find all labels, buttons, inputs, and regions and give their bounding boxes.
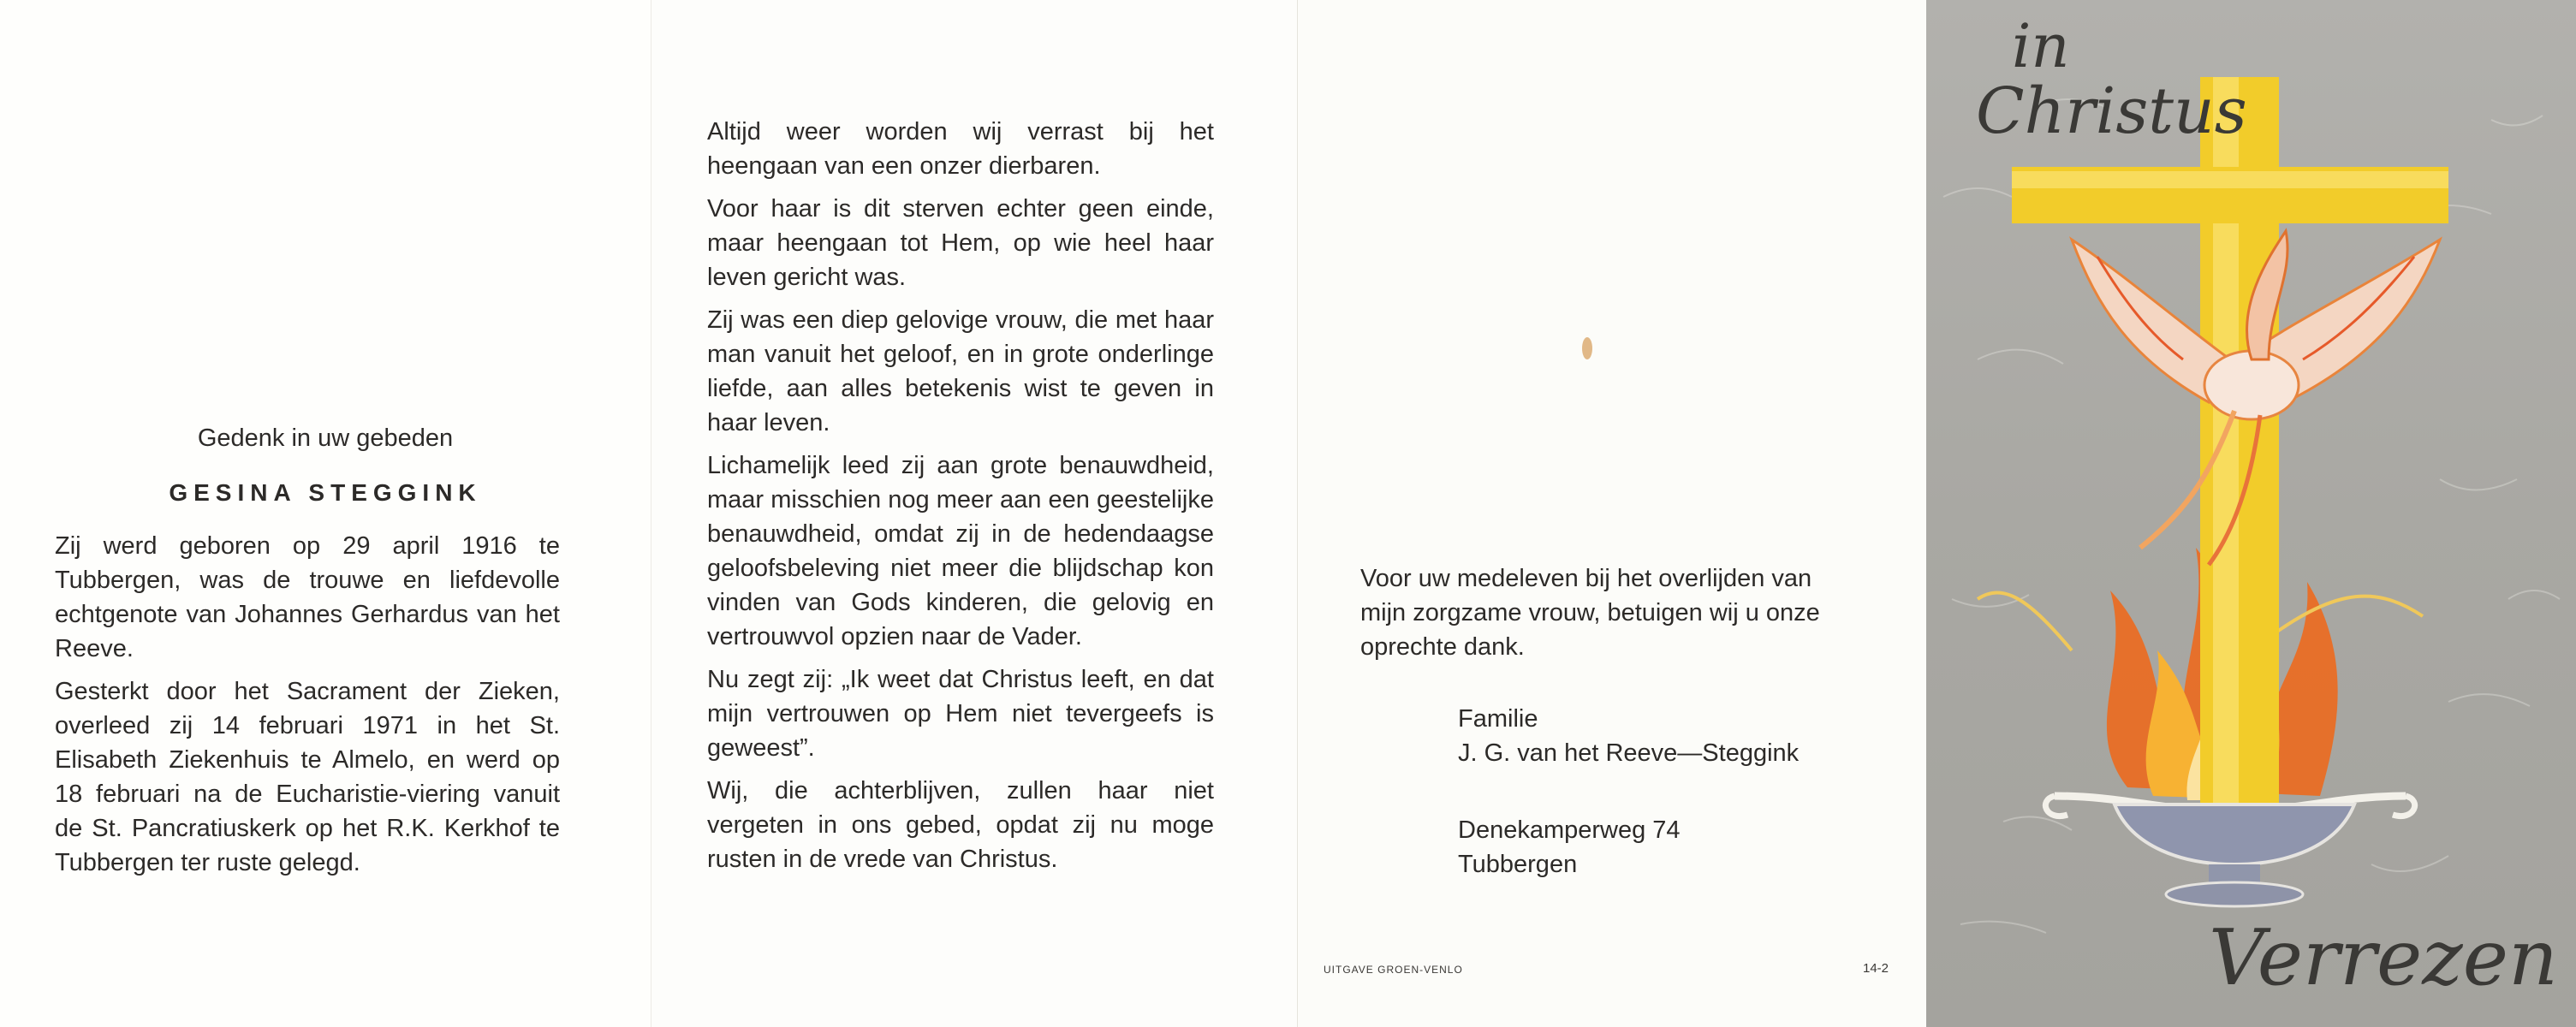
biography-paragraph: Gesterkt door het Sacrament der Zieken, overleed zij 14 februari 1971 in het St. Elisabeth Ziekenhuis te Almelo, en werd op 18 februari na de Eucharistie-viering vanuit de St. Pancratiuskerk op het R.K. Kerkhof te Tubbergen ter ruste gelegd. — [55, 678, 560, 876]
publisher-imprint: UITGAVE GROEN-VENLO — [1324, 964, 1463, 976]
reflection-paragraph: Voor haar is dit sterven echter geen einde, maar heengaan tot Hem, op wie heel haar leven gericht was. — [707, 195, 1214, 291]
family-label: Familie — [1458, 705, 1538, 733]
bowl-icon — [2045, 796, 2414, 906]
cover-title-line2: Christus — [1976, 74, 2247, 148]
print-code: 14-2 — [1863, 961, 1889, 976]
family-name: J. G. van het Reeve—Steggink — [1458, 739, 1800, 767]
remember-heading: Gedenk in uw gebeden — [197, 424, 454, 452]
card-panel-back — [1297, 0, 1926, 1027]
paper-stain — [1582, 337, 1592, 359]
reflection-paragraph: Wij, die achterblijven, zullen haar niet vergeten in ons gebed, opdat zij nu moge rusten in de vrede van Christus. — [707, 777, 1214, 873]
cover-illustration — [1926, 0, 2576, 1027]
reflection-paragraph: Zij was een diep gelovige vrouw, die met haar man vanuit het geloof, en in grote onderlinge liefde, aan alles betekenis wist te geven in haar leven. — [707, 306, 1214, 436]
address-block — [1458, 813, 1681, 882]
biography-text — [55, 529, 560, 888]
deceased-name: GESINA STEGGINK — [169, 479, 482, 506]
biography-paragraph: Zij werd geboren op 29 april 1916 te Tubbergen, was de trouwe en liefdevolle echtgenote van Johannes Gerhardus van het Reeve. — [55, 532, 560, 662]
family-signature — [1458, 702, 1799, 770]
card-panel-left — [0, 0, 651, 1027]
thanks-text: Voor uw medeleven bij het overlijden van mijn zorgzame vrouw, betuigen wij u onze oprechte dank. — [1360, 565, 1820, 661]
cover-bottom-title: Verrezen — [2209, 913, 2558, 1003]
card-cover — [1926, 0, 2576, 1027]
reflection-paragraph: Nu zegt zij: „Ik weet dat Christus leeft, en dat mijn vertrouwen op Hem niet tevergeefs is geweest”. — [707, 666, 1214, 762]
address-street: Denekamperweg 74 — [1458, 816, 1681, 844]
reflection-text — [707, 115, 1214, 885]
reflection-paragraph: Lichamelijk leed zij aan grote benauwdheid, maar misschien nog meer aan een geestelijke benauwdheid, omdat zij in de hedendaagse geloofsbeleving niet meer die blijdschap kon vinden van Gods kinderen, die gelovig en vertrouwvol opzien naar de Vader. — [707, 452, 1214, 650]
address-town: Tubbergen — [1458, 851, 1578, 878]
cross-icon — [2012, 77, 2448, 830]
cover-title-line1: in — [2012, 11, 2070, 81]
card-panel-middle — [651, 0, 1297, 1027]
reflection-paragraph: Altijd weer worden wij verrast bij het heengaan van een onzer dierbaren. — [707, 118, 1214, 180]
